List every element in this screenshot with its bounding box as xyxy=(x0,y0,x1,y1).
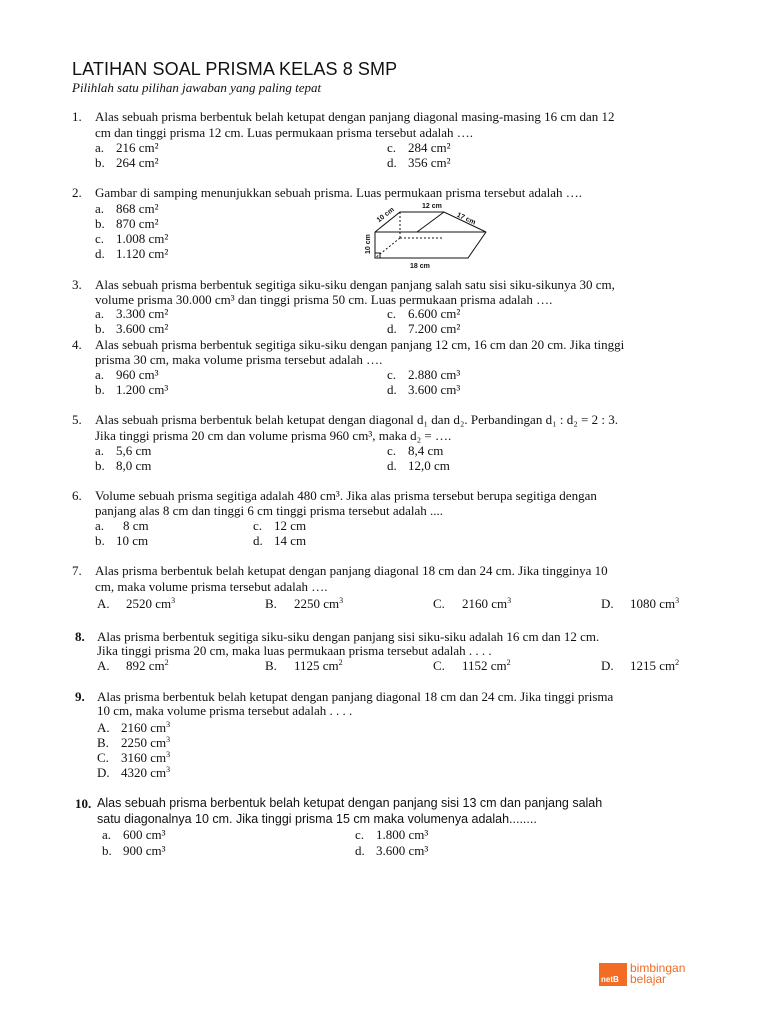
answer-option[interactable]: a. 868 cm² xyxy=(95,201,159,216)
logo-text-line: belajar xyxy=(630,972,667,986)
answer-option[interactable]: c. 1.800 cm³ xyxy=(355,827,429,842)
question-text-line: Volume sebuah prisma segitiga adalah 480 cm³. Jika alas prisma tersebut berupa segitiga dengan xyxy=(95,488,597,503)
answer-option[interactable]: D. 4320 $cm^3$ xyxy=(97,765,171,780)
prism-front-outline xyxy=(375,232,486,258)
question-text-line: Alas sebuah prisma berbentuk belah ketupat dengan diagonal d₁ dan d₂. Perbandingan d₁ : d₂ = 2 : 3. xyxy=(95,412,618,427)
question-text-line: Alas sebuah prisma berbentuk belah ketupat dengan panjang diagonal masing-masing 16 cm dan 12 xyxy=(95,109,615,124)
label-slant-right: 17 cm xyxy=(455,211,477,227)
answer-option[interactable]: C. 3160 $cm^3$ xyxy=(97,750,171,765)
answer-option[interactable]: B. 1125 $cm^2$ xyxy=(265,658,343,673)
answer-option[interactable]: c. 1.008 cm² xyxy=(95,231,169,246)
question-text-line: Alas prisma berbentuk belah ketupat dengan panjang diagonal 18 cm dan 24 cm. Jika tingginya 10 xyxy=(95,563,608,578)
answer-option[interactable]: d. 7.200 cm² xyxy=(387,321,461,336)
question-number: 9. xyxy=(75,689,85,704)
question-text-line: 10 cm, maka volume prisma tersebut adalah . . . . xyxy=(97,703,353,718)
answer-option[interactable]: C. 1152 $cm^2$ xyxy=(433,658,511,673)
answer-option[interactable]: a. 216 cm² xyxy=(95,140,159,155)
answer-option[interactable]: d. 12,0 cm xyxy=(387,458,450,473)
answer-option[interactable]: d. 1.120 cm² xyxy=(95,246,169,261)
question-number: 2. xyxy=(72,185,82,200)
logo-mark: netB xyxy=(599,963,627,986)
answer-option[interactable]: C. 2160 $cm^3$ xyxy=(433,596,512,611)
question-text-line: Alas sebuah prisma berbentuk segitiga siku-siku dengan panjang 12 cm, 16 cm dan 20 cm. Jika tinggi xyxy=(95,337,625,352)
answer-option[interactable]: b. 264 cm² xyxy=(95,155,159,170)
prism-diagram xyxy=(360,198,492,272)
question-text-line: prisma 30 cm, maka volume prisma tersebut adalah …. xyxy=(95,352,383,367)
label-height: 10 cm xyxy=(365,234,372,254)
question-text-line: panjang alas 8 cm dan tinggi 6 cm tinggi prisma tersebut adalah .... xyxy=(95,503,444,518)
answer-option[interactable]: b. 870 cm² xyxy=(95,216,159,231)
question-number: 10. xyxy=(75,796,92,811)
answer-option[interactable]: b. 900 cm³ xyxy=(102,843,166,858)
answer-option[interactable]: A. 892 $cm^2$ xyxy=(97,658,169,673)
answer-option[interactable]: d. 14 cm xyxy=(253,533,307,548)
answer-option[interactable]: A. 2520 $cm^3$ xyxy=(97,596,176,611)
answer-option[interactable]: c. 8,4 cm xyxy=(387,443,444,458)
question-text-line: satu diagonalnya 10 cm. Jika tinggi prisma 15 cm maka volumenya adalah........ xyxy=(97,812,537,826)
question-number: 4. xyxy=(72,337,82,352)
answer-option[interactable]: a. 5,6 cm xyxy=(95,443,152,458)
question-text-line: Alas sebuah prisma berbentuk segitiga siku-siku dengan panjang salah satu sisi siku-sikunya 30 cm, xyxy=(95,277,615,292)
brand-logo xyxy=(599,960,703,986)
question-text-line: Jika tinggi prisma 20 cm, maka luas permukaan prisma tersebut adalah . . . . xyxy=(97,643,492,658)
document-title: LATIHAN SOAL PRISMA KELAS 8 SMP xyxy=(72,59,398,79)
logo-text-line: bimbingan xyxy=(630,961,686,975)
answer-option[interactable]: d. 3.600 cm³ xyxy=(387,382,461,397)
answer-option[interactable]: c. 284 cm² xyxy=(387,140,451,155)
label-top: 12 cm xyxy=(422,203,442,210)
question-number: 7. xyxy=(72,563,82,578)
instructions: Pilihlah satu pilihan jawaban yang paling tepat xyxy=(72,80,322,95)
question-text-line: Jika tinggi prisma 20 cm dan volume prisma 960 cm³, maka d₂ = …. xyxy=(95,428,452,443)
question-text-line: Alas prisma berbentuk segitiga siku-siku dengan panjang sisi siku-siku adalah 16 cm dan 12 cm. xyxy=(97,629,600,644)
answer-option[interactable]: b. 8,0 cm xyxy=(95,458,152,473)
question-number: 1. xyxy=(72,109,82,124)
question-number: 5. xyxy=(72,412,82,427)
label-bottom: 18 cm xyxy=(410,263,430,270)
answer-option[interactable]: a. 960 cm³ xyxy=(95,367,159,382)
label-slant-left: 10 cm xyxy=(375,206,396,225)
question-text-line: volume prisma 30.000 cm³ dan tinggi prisma 50 cm. Luas permukaan prisma adalah …. xyxy=(95,292,553,307)
question-text-line: Gambar di samping menunjukkan sebuah prisma. Luas permukaan prisma tersebut adalah …. xyxy=(95,185,583,200)
question-number: 6. xyxy=(72,488,82,503)
question-text-line: cm dan tinggi prisma 12 cm. Luas permukaan prisma tersebut adalah …. xyxy=(95,125,473,140)
question-number: 8. xyxy=(75,629,85,644)
question-text-line: cm, maka volume prisma tersebut adalah …. xyxy=(95,579,328,594)
answer-option[interactable]: D. 1080 $cm^3$ xyxy=(601,596,680,611)
question-number: 3. xyxy=(72,277,82,292)
answer-option[interactable]: B. 2250 $cm^3$ xyxy=(97,735,171,750)
question-text-line: Alas sebuah prisma berbentuk belah ketupat dengan panjang sisi 13 cm dan panjang salah xyxy=(97,796,603,810)
answer-option[interactable]: c. 6.600 cm² xyxy=(387,306,461,321)
prism-hidden-edge xyxy=(375,238,400,258)
answer-option[interactable]: D. 1215 $cm^2$ xyxy=(601,658,680,673)
answer-option[interactable]: a. 8 cm xyxy=(95,518,149,533)
prism-top-diagonal xyxy=(417,212,444,232)
answer-option[interactable]: b. 3.600 cm² xyxy=(95,321,169,336)
answer-option[interactable]: d. 356 cm² xyxy=(387,155,451,170)
answer-option[interactable]: A. 2160 $cm^3$ xyxy=(97,720,171,735)
question-text-line: Alas prisma berbentuk belah ketupat dengan panjang diagonal 18 cm dan 24 cm. Jika tinggi prisma xyxy=(97,689,614,704)
answer-option[interactable]: a. 3.300 cm² xyxy=(95,306,169,321)
answer-option[interactable]: B. 2250 $cm^3$ xyxy=(265,596,344,611)
answer-option[interactable]: a. 600 cm³ xyxy=(102,827,166,842)
answer-option[interactable]: c. 12 cm xyxy=(253,518,307,533)
answer-option[interactable]: b. 1.200 cm³ xyxy=(95,382,169,397)
answer-option[interactable]: c. 2.880 cm³ xyxy=(387,367,461,382)
answer-option[interactable]: d. 3.600 cm³ xyxy=(355,843,429,858)
answer-option[interactable]: b. 10 cm xyxy=(95,533,149,548)
prism-figure xyxy=(360,198,492,272)
